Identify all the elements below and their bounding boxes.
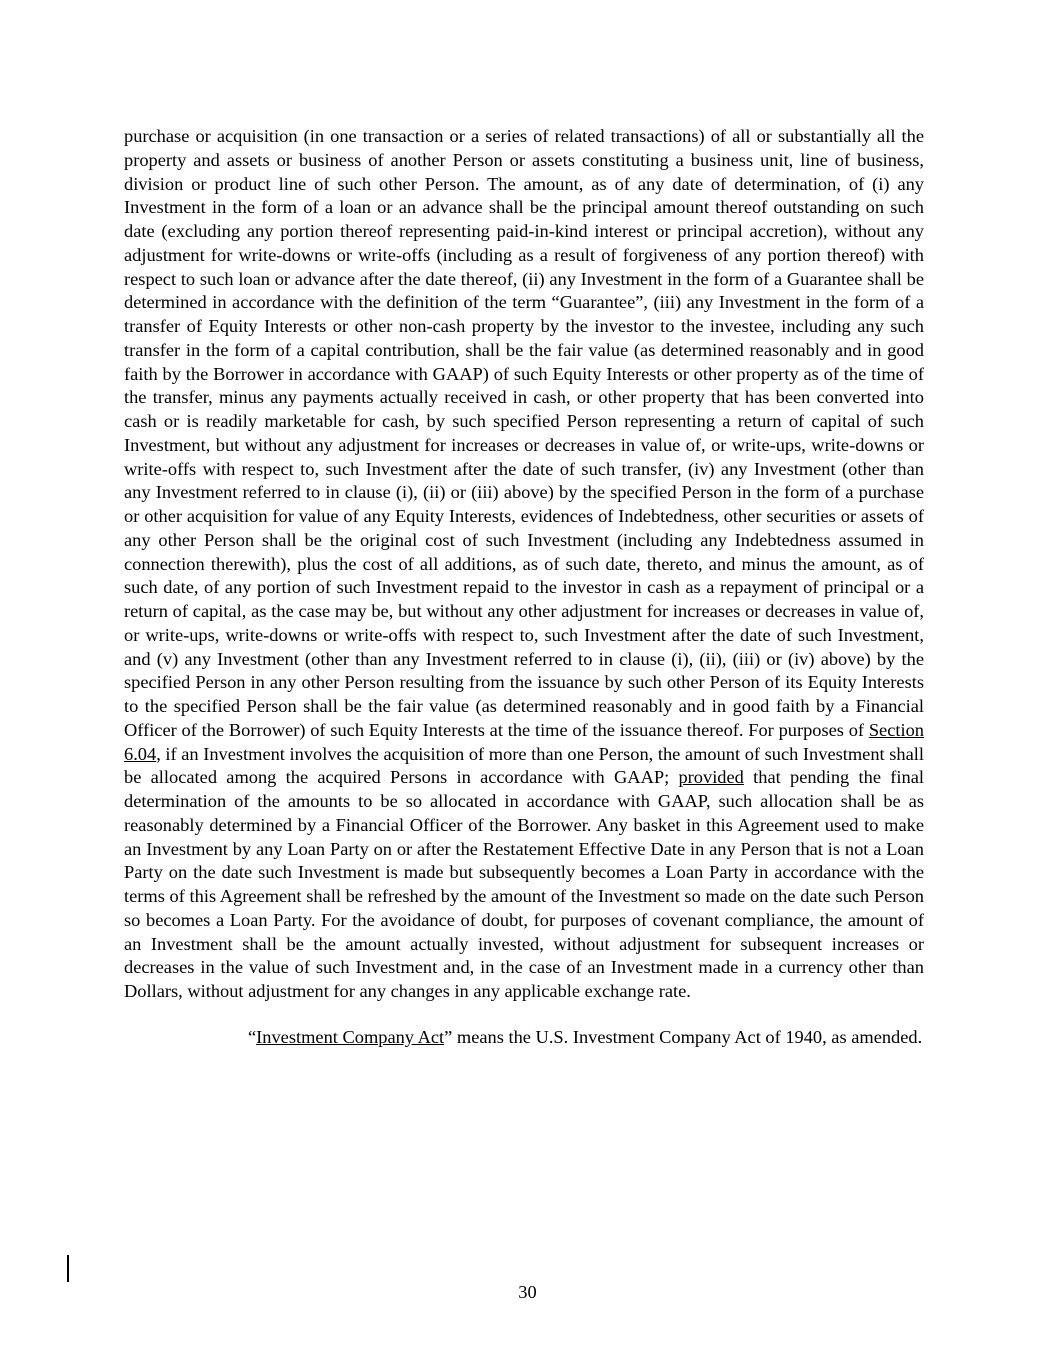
investment-definition-continuation: [124, 125, 924, 1004]
defined-term: Investment Company Act: [256, 1026, 445, 1047]
paragraph-text: , if an Investment involves the acquisition of more than one Person, the amount of such Investment shall be allocated among the acquired Persons in accordance with GAAP;: [124, 743, 924, 788]
open-quote: “: [248, 1026, 257, 1047]
definition-text: ” means the U.S. Investment Company Act of 1940, as amended.: [444, 1026, 923, 1047]
change-bar: [67, 1255, 69, 1282]
document-body: [124, 125, 924, 1050]
paragraph-text: that pending the final determination of the amounts to be so allocated in accordance with GAAP, such allocation shall be as reasonably determined by a Financial Officer of the Borrower. Any basket in this Agreement used to make an Investment by any Loan Party on or after the Restatement Effective Date in any Person that is not a Loan Party on the date such Investment is made but subsequently becomes a Loan Party in accordance with the terms of this Agreement shall be refreshed by the amount of the Investment so made on the date such Person so becomes a Loan Party. For the avoidance of doubt, for purposes of covenant compliance, the amount of an Investment shall be the amount actually invested, without adjustment for subsequent increases or decreases in the value of such Investment and, in the case of an Investment made in a currency other than Dollars, without adjustment for any changes in any applicable exchange rate.: [124, 767, 924, 1001]
section-reference: Section 6.04: [124, 719, 924, 764]
investment-company-act-definition: [124, 1026, 924, 1050]
paragraph-text: purchase or acquisition (in one transaction or a series of related transactions) of all or substantially all the property and assets or business of another Person or assets constituting a business unit, line of business, division or product line of such other Person. The amount, as of any date of determination, of (i) any Investment in the form of a loan or an advance shall be the principal amount thereof outstanding on such date (excluding any portion thereof representing paid-in-kind interest or principal accretion), without any adjustment for write-downs or write-offs (including as a result of forgiveness of any portion thereof) with respect to such loan or advance after the date thereof, (ii) any Investment in the form of a Guarantee shall be determined in accordance with the definition of the term “Guarantee”, (iii) any Investment in the form of a transfer of Equity Interests or other non-cash property by the investor to the investee, including any such transfer in the form of a capital contribution, shall be the fair value (as determined reasonably and in good faith by the Borrower in accordance with GAAP) of such Equity Interests or other property as of the time of the transfer, minus any payments actually received in cash, or other property that has been converted into cash or is readily marketable for cash, by such specified Person representing a return of capital of such Investment, but without any adjustment for increases or decreases in value of, or write-ups, write-downs or write-offs with respect to, such Investment after the date of such transfer, (iv) any Investment (other than any Investment referred to in clause (i), (ii) or (iii) above) by the specified Person in the form of a purchase or other acquisition for value of any Equity Interests, evidences of Indebtedness, other securities or assets of any other Person shall be the original cost of such Investment (including any Indebtedness assumed in connection therewith), plus the cost of all additions, as of such date, thereto, and minus the amount, as of such date, of any portion of such Investment repaid to the investor in cash as a repayment of principal or a return of capital, as the case may be, but without any other adjustment for increases or decreases in value of, or write-ups, write-downs or write-offs with respect to, such Investment after the date of such Investment, and (v) any Investment (other than any Investment referred to in clause (i), (ii), (iii) or (iv) above) by the specified Person in any other Person resulting from the issuance by such other Person of its Equity Interests to the specified Person shall be the fair value (as determined reasonably and in good faith by a Financial Officer of the Borrower) of such Equity Interests at the time of the issuance thereof. For purposes of: [124, 126, 924, 740]
page-number: 30: [518, 1282, 537, 1302]
provided-term: provided: [678, 767, 744, 788]
